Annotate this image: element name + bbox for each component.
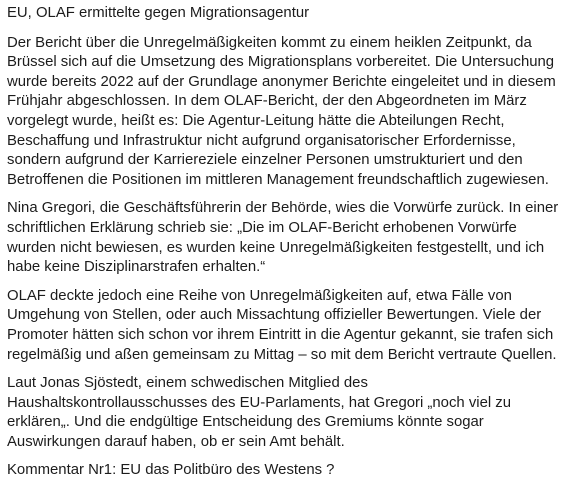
post-headline: EU, OLAF ermittelte gegen Migrationsagentur: [7, 5, 310, 21]
paragraph-sjostedt-quote: Laut Jonas Sjöstedt, einem schwedischen Mitglied des Haushaltskontrollausschusses des EU-Parlaments, hat Gregori „noch viel zu erklären„. Und die endgültige Entscheidung des Gremiums könnte sogar Auswirkungen darauf haben, ob er sein Amt behält.: [7, 375, 512, 450]
post-body: [0, 4, 575, 481]
paragraph-irregularities: OLAF deckte jedoch eine Reihe von Unregelmäßigkeiten auf, etwa Fälle von Umgehung von Stellen, oder auch Missachtung offizieller Bewertungen. Viele der Promoter hätten sich schon vor ihrem Eintritt in die Agentur gekannt, sie trafen sich regelmäßig und aßen gemeinsam zu Mittag – so mit dem Bericht vertraute Quellen.: [7, 287, 557, 363]
paragraph-olaf-report: Der Bericht über die Unregelmäßigkeiten kommt zu einem heiklen Zeitpunkt, da Brüssel sich auf die Umsetzung des Migrationsplans vorbereitet. Die Untersuchung wurde bereits 2022 auf der Grundlage anonymer Berichte eingeleitet und in diesem Frühjahr abgeschlossen. In dem OLAF-Bericht, der den Abgeordneten im März vorgelegt wurde, heißt es: Die Agentur-Leitung hätte die Abteilungen Recht, Beschaffung und Infrastruktur nicht aufgrund organisatorischer Erfordernisse, sondern aufgrund der Karriereziele einzelner Personen umstrukturiert und den Betroffenen die Positionen im mittleren Management freundschaftlich zugewiesen.: [7, 34, 556, 188]
paragraph-gregori-statement: Nina Gregori, die Geschäftsführerin der Behörde, wies die Vorwürfe zurück. In einer schriftlichen Erklärung schrieb sie: „Die im OLAF-Bericht erhobenen Vorwürfe wurden nicht bewiesen, es wurden keine Unregelmäßigkeiten festgestellt, und ich habe keine Disziplinarstrafen erhalten.“: [7, 200, 559, 276]
paragraph-comment: Kommentar Nr1: EU das Politbüro des Westens ?: [7, 462, 335, 479]
